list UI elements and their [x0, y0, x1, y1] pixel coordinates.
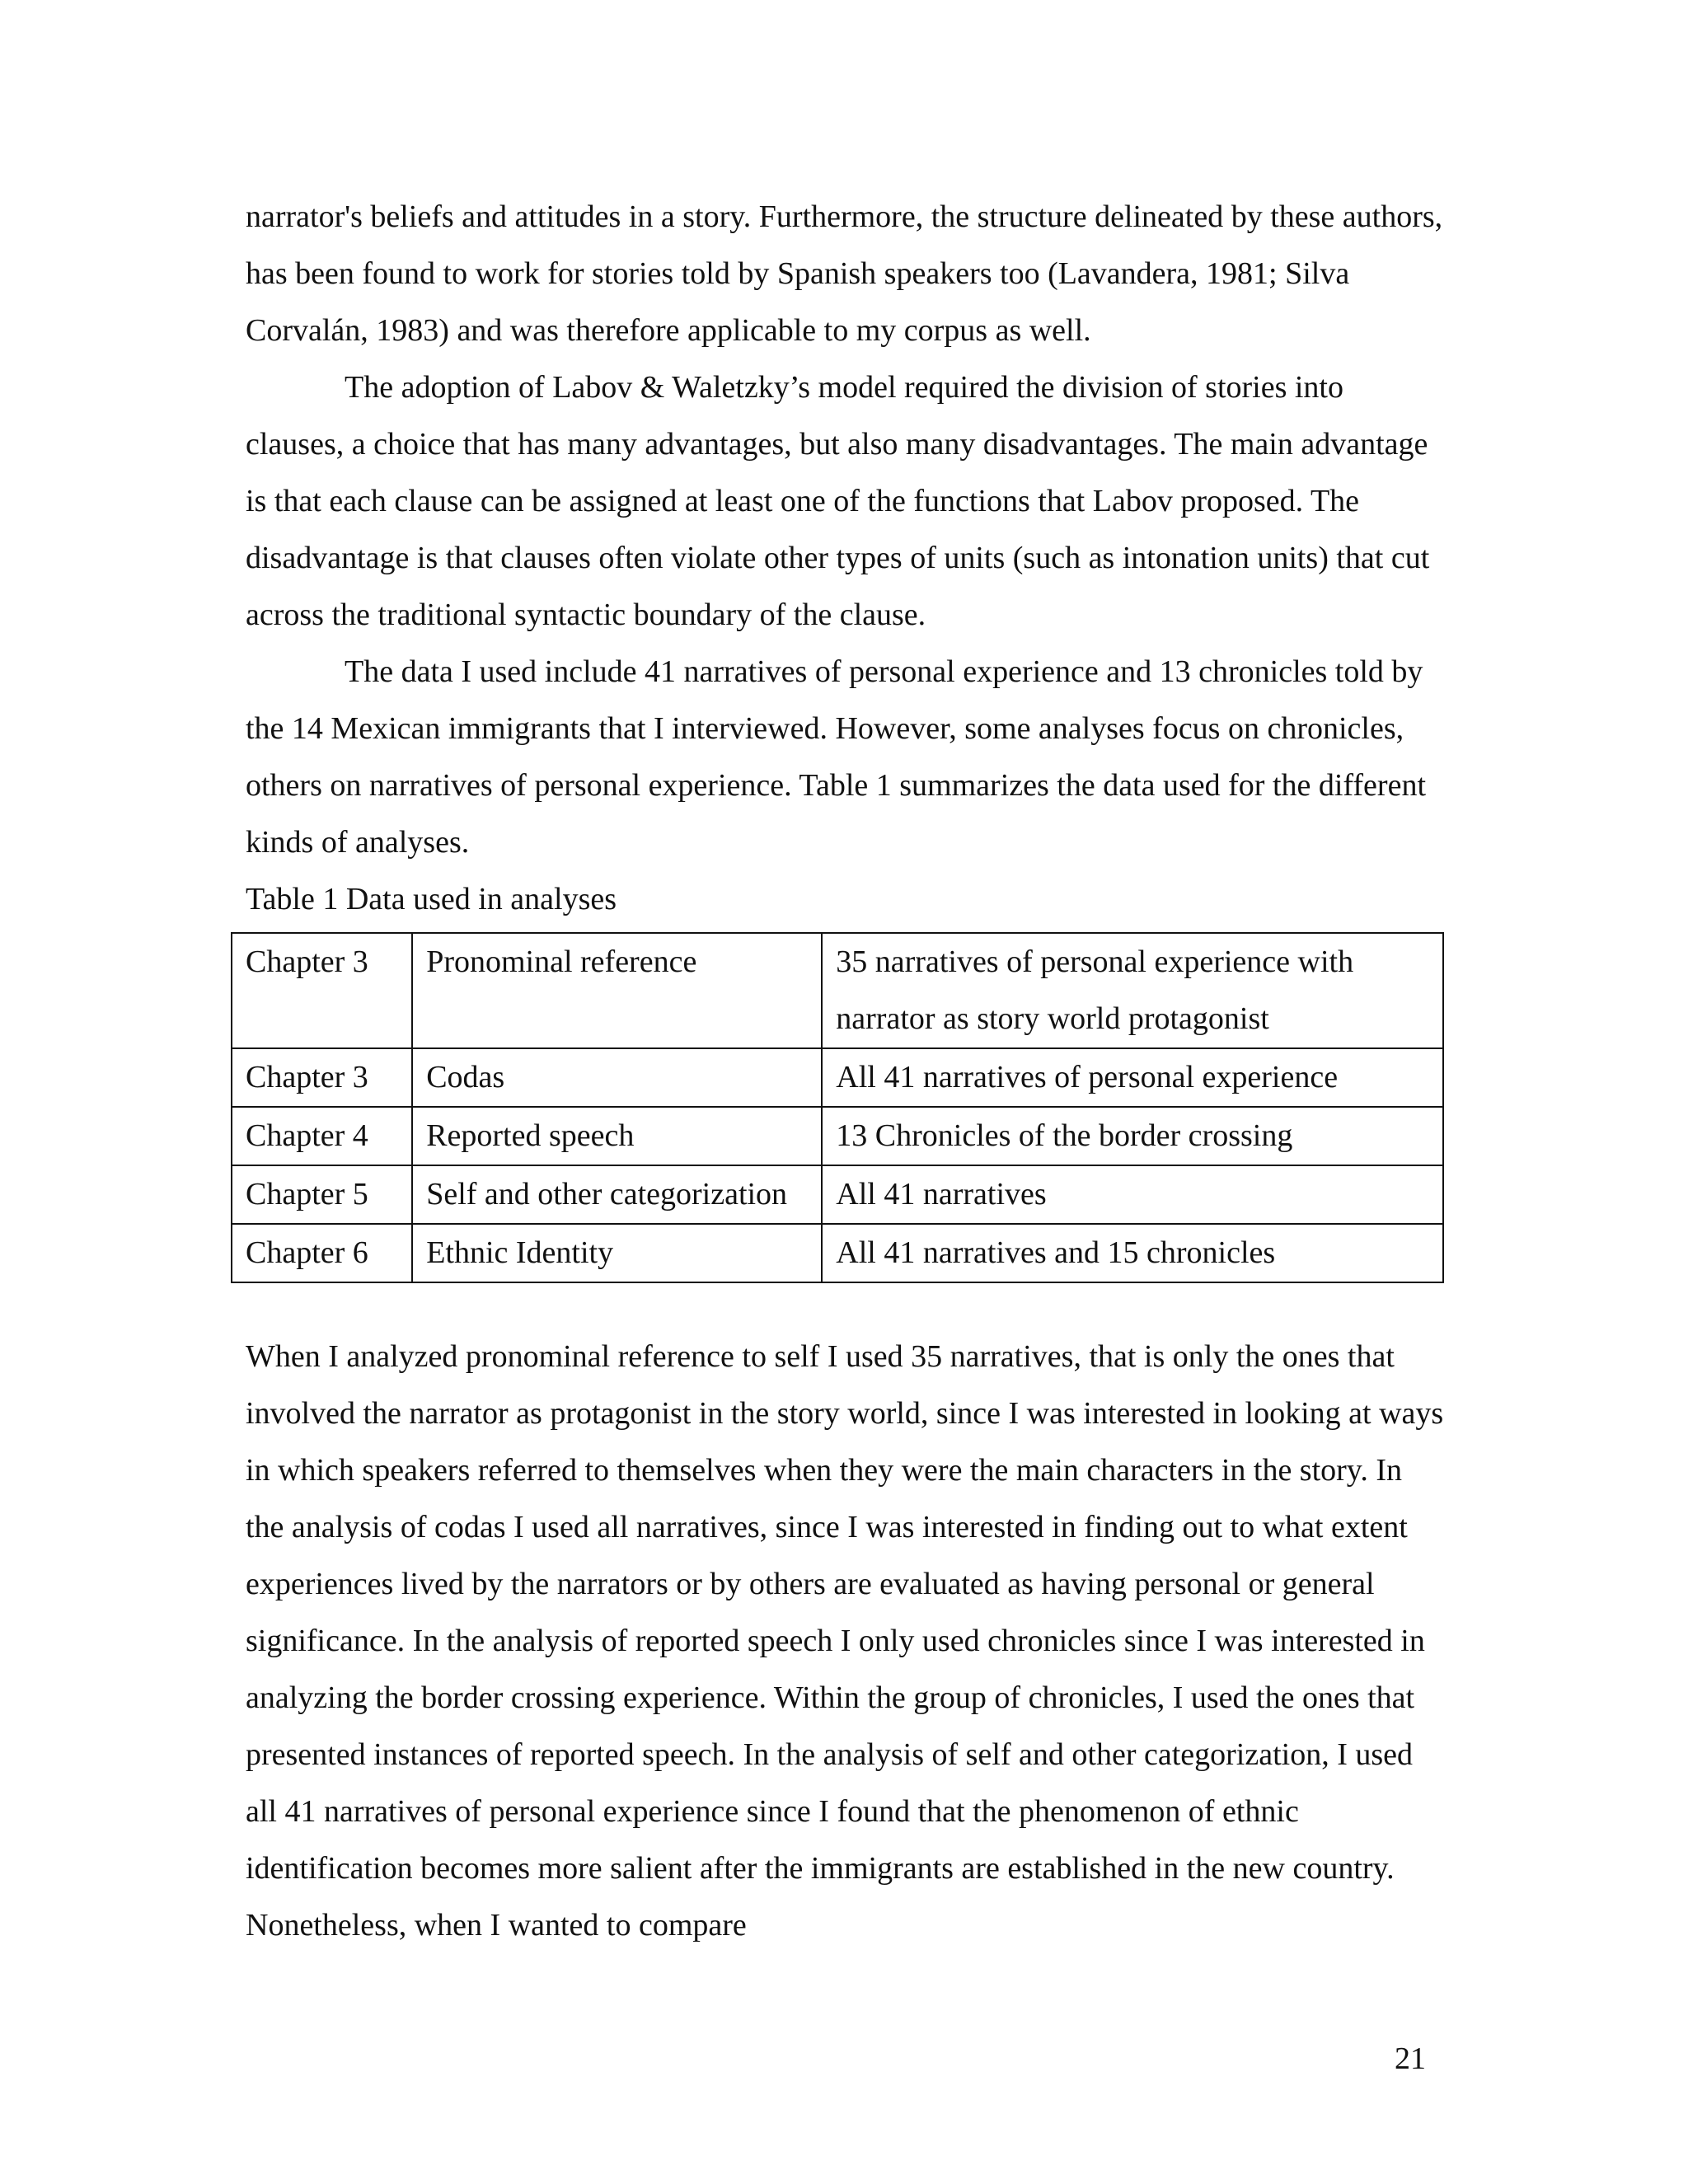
table-cell-chapter: Chapter 6	[232, 1224, 412, 1282]
table-cell-chapter: Chapter 5	[232, 1165, 412, 1224]
body-text-top	[246, 189, 1445, 871]
data-table	[231, 932, 1444, 1283]
table-cell-data: 35 narratives of personal experience with narrator as story world protagonist	[822, 933, 1443, 1048]
table-cell-topic: Ethnic Identity	[412, 1224, 822, 1282]
paragraph-labov-model: The adoption of Labov & Waletzky’s model required the division of stories into clauses, a choice that has many advantages, but also many disadvantages. The main advantage is that each clause can be assigned at least one of the functions that Labov proposed. The disadvantage is that clauses often violate other types of units (such as intonation units) that cut across the traditional syntactic boundary of the clause.	[246, 370, 1430, 632]
paragraph-data-description: The data I used include 41 narratives of personal experience and 13 chronicles told by the 14 Mexican immigrants that I interviewed. However, some analyses focus on chronicles, others on narratives of personal experience. Table 1 summarizes the data used for the different kinds of analyses.	[246, 654, 1426, 860]
page-number: 21	[1395, 2041, 1426, 2076]
table-cell-chapter: Chapter 3	[232, 1048, 412, 1107]
table-cell-topic: Self and other categorization	[412, 1165, 822, 1224]
table-cell-topic: Codas	[412, 1048, 822, 1107]
paragraph-analysis-explanation: When I analyzed pronominal reference to self I used 35 narratives, that is only the ones that involved the narrator as protagonist in the story world, since I was interested in looking at ways in which speakers referred to themselves when they were the main characters in the story. In the analysis of codas I used all narratives, since I was interested in finding out to what extent experiences lived by the narrators or by others are evaluated as having personal or general significance. In the analysis of reported speech I only used chronicles since I was interested in analyzing the border crossing experience. Within the group of chronicles, I used the ones that presented instances of reported speech. In the analysis of self and other categorization, I used all 41 narratives of personal experience since I found that the phenomenon of ethnic identification becomes more salient after the immigrants are established in the new country. Nonetheless, when I wanted to compare	[246, 1339, 1444, 1943]
table-cell-topic: Reported speech	[412, 1107, 822, 1165]
table-cell-chapter: Chapter 4	[232, 1107, 412, 1165]
table-cell-chapter: Chapter 3	[232, 933, 412, 1048]
table-cell-data: All 41 narratives	[822, 1165, 1443, 1224]
table-caption: Table 1 Data used in analyses	[246, 882, 617, 916]
table-cell-data: All 41 narratives and 15 chronicles	[822, 1224, 1443, 1282]
table-row	[232, 1048, 1443, 1107]
paragraph-continuation: narrator's beliefs and attitudes in a story. Furthermore, the structure delineated by these authors, has been found to work for stories told by Spanish speakers too (Lavandera, 1981; Silva Corvalán, 1983) and was therefore applicable to my corpus as well.	[246, 199, 1443, 348]
table-cell-topic: Pronominal reference	[412, 933, 822, 1048]
table-cell-data: All 41 narratives of personal experience	[822, 1048, 1443, 1107]
table-row	[232, 1165, 1443, 1224]
table-cell-data: 13 Chronicles of the border crossing	[822, 1107, 1443, 1165]
table-row	[232, 933, 1443, 1048]
table-row	[232, 1107, 1443, 1165]
table-row	[232, 1224, 1443, 1282]
body-text-bottom	[246, 1329, 1445, 1954]
